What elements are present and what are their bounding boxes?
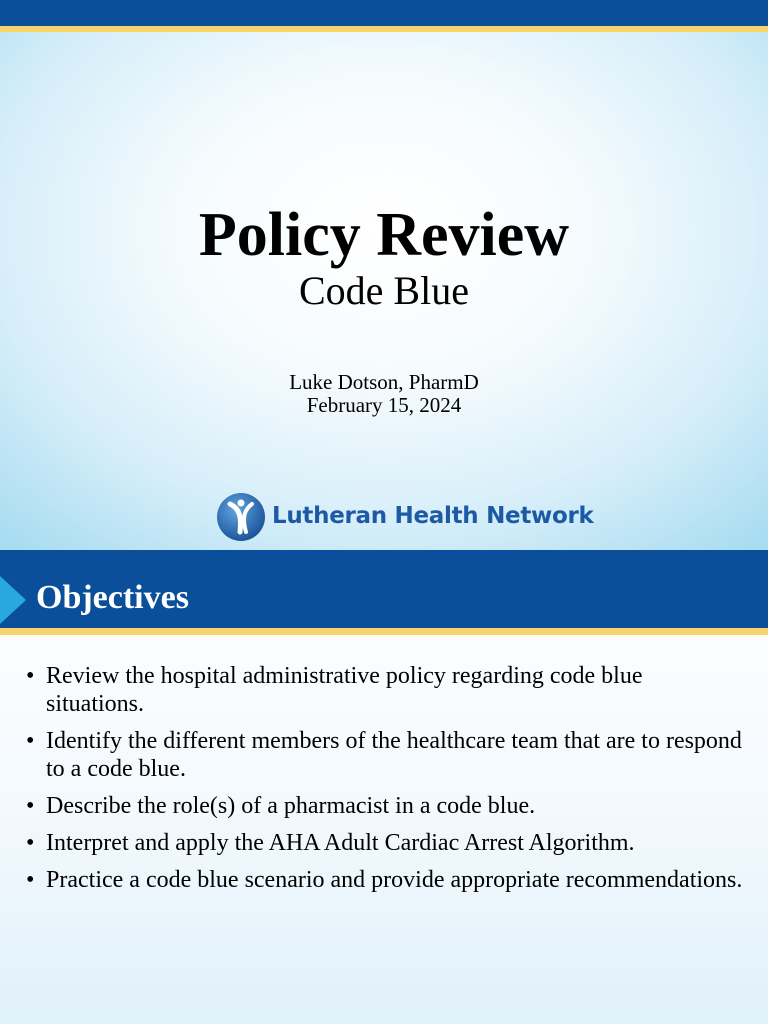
author-name: Luke Dotson, PharmD xyxy=(289,370,479,394)
objective-text: Describe the role(s) of a pharmacist in a code blue. xyxy=(46,793,536,819)
presentation-date: February 15, 2024 xyxy=(306,393,462,417)
presentation-title: Policy Review xyxy=(198,201,570,269)
top-brand-bar xyxy=(0,0,768,26)
objectives-list xyxy=(26,662,746,903)
bullet-icon: • xyxy=(26,663,35,689)
objective-text: Review the hospital administrative policy regarding code blue situations. xyxy=(46,663,643,717)
objective-text: Interpret and apply the AHA Adult Cardiac Arrest Algorithm. xyxy=(46,830,635,856)
logo-wordmark: Lutheran Health Network xyxy=(272,503,594,529)
presentation-subtitle: Code Blue xyxy=(299,268,469,313)
bullet-icon: • xyxy=(26,830,35,856)
top-gold-line xyxy=(0,26,768,32)
objective-text: Practice a code blue scenario and provide appropriate recommendations. xyxy=(46,867,743,893)
organization-logo xyxy=(216,490,594,546)
bullet-icon: • xyxy=(26,793,35,819)
list-item xyxy=(26,829,746,857)
objectives-slide xyxy=(0,550,768,1024)
list-item xyxy=(26,792,746,820)
chevron-right-icon xyxy=(0,576,26,624)
section-heading: Objectives xyxy=(36,579,189,616)
objective-text: Identify the different members of the healthcare team that are to respond to a code blue. xyxy=(46,728,742,782)
bullet-icon: • xyxy=(26,867,35,893)
bullet-icon: • xyxy=(26,728,35,754)
section-gold-line xyxy=(0,628,768,635)
lutheran-health-logo-icon xyxy=(216,492,266,542)
list-item xyxy=(26,727,746,783)
list-item xyxy=(26,662,746,718)
list-item xyxy=(26,866,746,894)
